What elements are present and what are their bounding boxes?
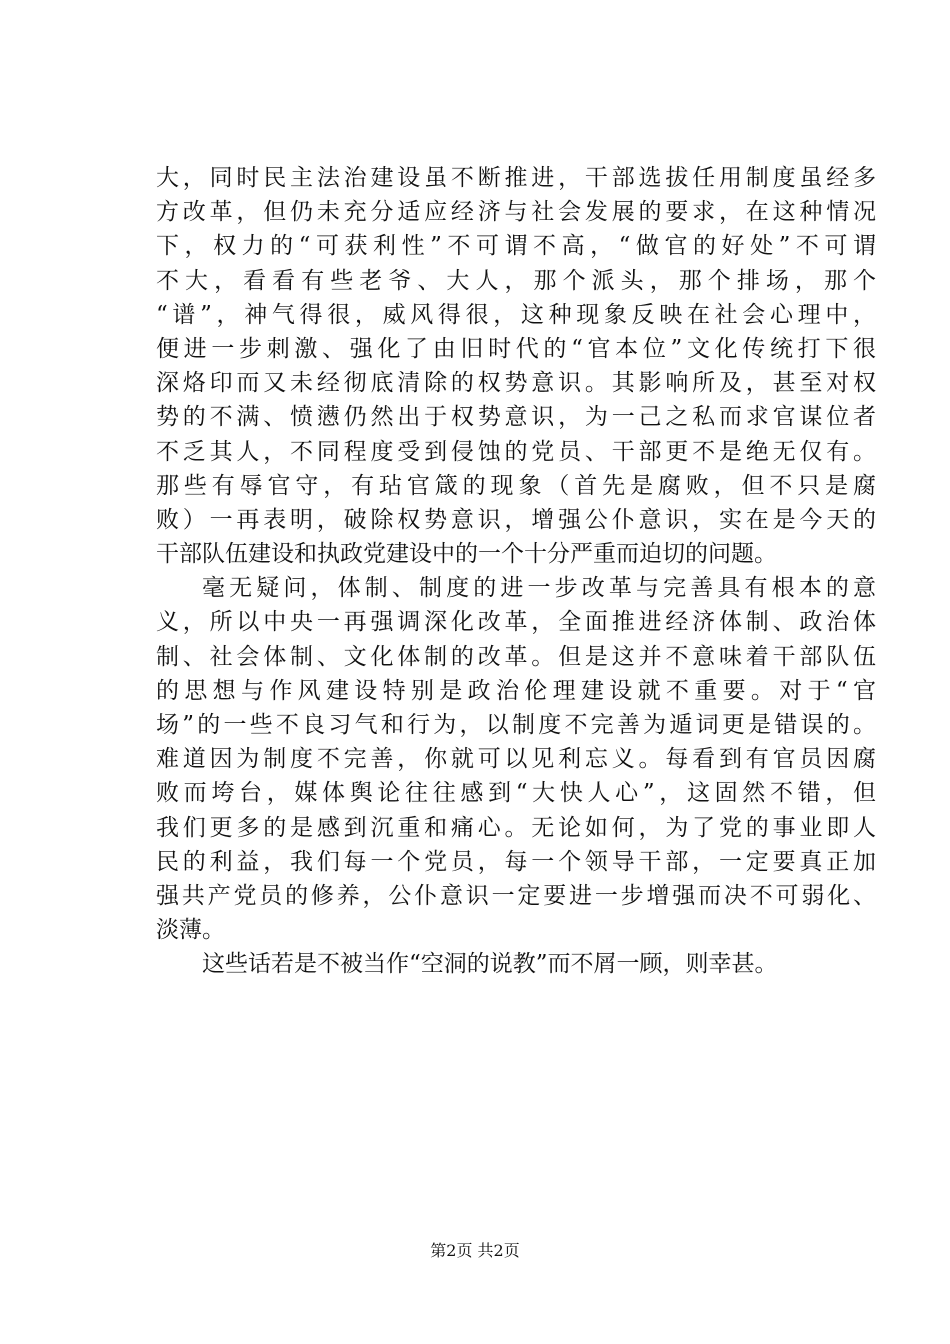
text-line: 败而垮台，媒体舆论往往感到“大快人心”，这固然不错，但 bbox=[156, 780, 876, 807]
text-line: 那些有辱官守，有玷官箴的现象（首先是腐败，但不只是腐 bbox=[156, 472, 876, 499]
text-line: 义，所以中央一再强调深化改革，全面推进经济体制、政治体 bbox=[156, 609, 876, 636]
text-line: 民的利益，我们每一个党员，每一个领导干部，一定要真正加 bbox=[156, 848, 876, 875]
paragraph-first-line: 毫无疑问，体制、制度的进一步改革与完善具有根本的意 bbox=[202, 575, 876, 602]
text-line: 难道因为制度不完善，你就可以见利忘义。每看到有官员因腐 bbox=[156, 746, 876, 773]
page-number-footer: 第2页 共2页 bbox=[430, 1241, 520, 1260]
text-line: 败）一再表明，破除权势意识，增强公仆意识，实在是今天的 bbox=[156, 506, 876, 533]
document-body bbox=[156, 161, 876, 982]
text-line: 不乏其人，不同程度受到侵蚀的党员、干部更不是绝无仅有。 bbox=[156, 438, 876, 465]
text-line: 强共产党员的修养，公仆意识一定要进一步增强而决不可弱化、 bbox=[156, 882, 876, 909]
text-line: 方改革，但仍未充分适应经济与社会发展的要求，在这种情况 bbox=[156, 199, 876, 226]
text-line: 制、社会体制、文化体制的改革。但是这并不意味着干部队伍 bbox=[156, 643, 876, 670]
text-line: 的思想与作风建设特别是政治伦理建设就不重要。对于“官 bbox=[156, 677, 876, 704]
text-line: 大，同时民主法治建设虽不断推进，干部选拔任用制度虽经多 bbox=[156, 165, 876, 191]
paragraph-first-line: 这些话若是不被当作“空洞的说教”而不屑一顾，则幸甚。 bbox=[202, 951, 778, 978]
text-line: 干部队伍建设和执政党建设中的一个十分严重而迫切的问题。 bbox=[156, 541, 777, 568]
text-line: 势的不满、愤懑仍然出于权势意识，为一己之私而求官谋位者 bbox=[156, 404, 876, 431]
text-line: 淡薄。 bbox=[156, 917, 225, 944]
text-line: 不大，看看有些老爷、大人，那个派头，那个排场，那个 bbox=[156, 267, 876, 294]
text-line: 深烙印而又未经彻底清除的权势意识。其影响所及，甚至对权 bbox=[156, 370, 876, 397]
text-line: 下，权力的“可获利性”不可谓不高，“做官的好处”不可谓 bbox=[156, 233, 876, 260]
text-line: 我们更多的是感到沉重和痛心。无论如何，为了党的事业即人 bbox=[156, 814, 876, 841]
text-line: 场”的一些不良习气和行为，以制度不完善为遁词更是错误的。 bbox=[156, 712, 876, 738]
text-line: 便进一步刺激、强化了由旧时代的“官本位”文化传统打下很 bbox=[156, 335, 876, 362]
text-line: “谱”，神气得很，威风得很，这种现象反映在社会心理中， bbox=[156, 301, 876, 328]
